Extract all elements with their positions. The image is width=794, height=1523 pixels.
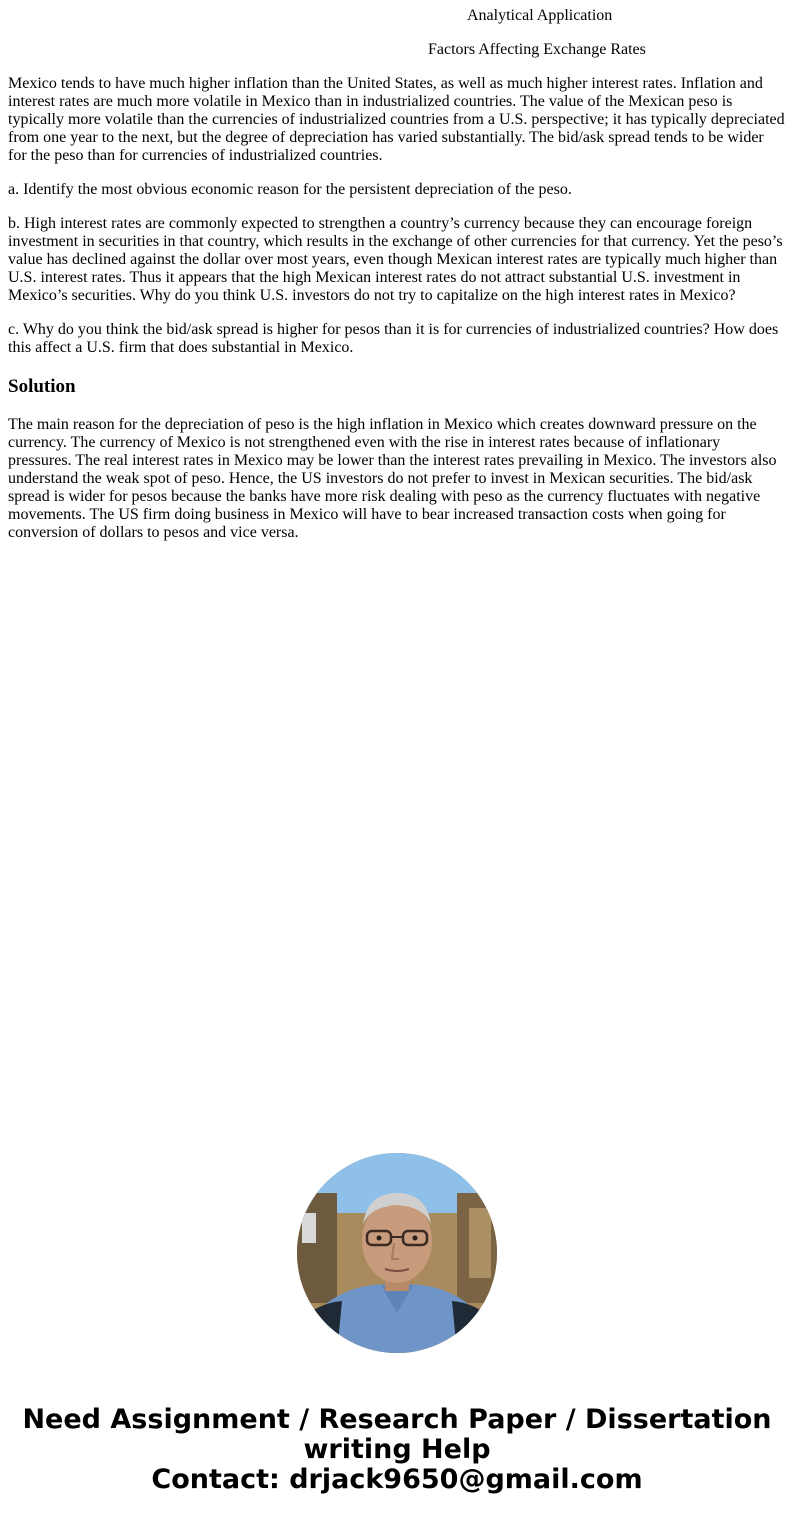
question-intro: Mexico tends to have much higher inflation than the United States, as well as much higher interest rates. Inflation and interest rates are much more volatile in Mexico than in industrialized countries. The value of the Mexican peso is typically more volatile than the currencies of industrialized countries from a U.S. perspective; it has typically depreciated from one year to the next, but the degree of depreciation has varied substantially. The bid/ask spread tends to be wider for the peso than for currencies of industrialized countries. <box>8 75 785 164</box>
promo-contact-text: Contact: drjack9650@gmail.com <box>151 1464 643 1495</box>
solution-heading: Solution <box>8 376 76 397</box>
solution-text: The main reason for the depreciation of peso is the high inflation in Mexico which creates downward pressure on the currency. The currency of Mexico is not strengthened even with the rise in interest rates because of inflationary pressures. The real interest rates in Mexico may be lower than the interest rates prevailing in Mexico. The investors also understand the weak spot of peso. Hence, the US investors do not prefer to invest in Mexican securities. The bid/ask spread is wider for pesos because the banks have more risk dealing with peso as the currency fluctuates with negative movements. The US firm doing business in Mexico will have to bear increased transaction costs when going for conversion of dollars to pesos and vice versa. <box>8 416 777 541</box>
question-part-a: a. Identify the most obvious economic reason for the persistent depreciation of the peso. <box>8 181 572 198</box>
question-part-b: b. High interest rates are commonly expected to strengthen a country’s currency because they can encourage foreign investment in securities in that country, which results in the exchange of other currencies for that currency. Yet the peso’s value has declined against the dollar over most years, even though Mexican interest rates are typically much higher than U.S. interest rates. Thus it appears that the high Mexican interest rates do not attract substantial U.S. investment in Mexico’s securities. Why do you think U.S. investors do not try to capitalize on the high interest rates in Mexico? <box>8 215 783 304</box>
person-portrait-icon <box>297 1153 497 1353</box>
header-title: Analytical Application <box>467 7 613 24</box>
header-subtitle: Factors Affecting Exchange Rates <box>428 41 646 58</box>
question-part-c: c. Why do you think the bid/ask spread is higher for pesos than it is for currencies of industrialized countries? How does this affect a U.S. firm that does substantial in Mexico. <box>8 321 779 356</box>
promo-help-text: Need Assignment / Research Paper / Dissertation writing Help <box>22 1404 772 1465</box>
avatar <box>297 1153 497 1353</box>
